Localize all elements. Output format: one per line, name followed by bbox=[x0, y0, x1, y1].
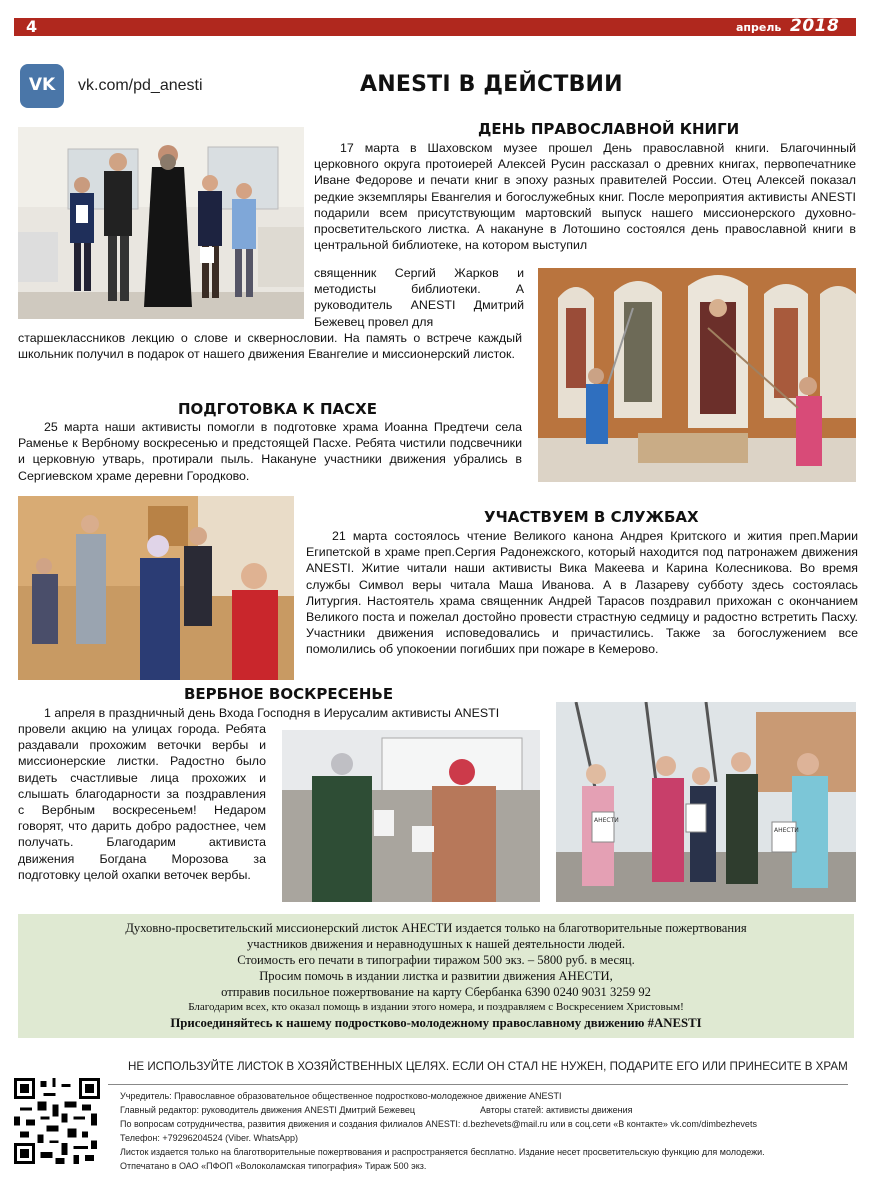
donation-line: Духовно-просветительский миссионерский листок АНЕСТИ издается только на благотворительные пожертвования bbox=[125, 921, 747, 935]
article-paragraph: 17 марта в Шаховском музее прошел День православной книги. Благочинный церковного округа протоиерей Алексей Русин рассказал о древних книгах, первопечатнике Иване Федорове и печати книг в эпоху разных правителей России. Отец Алексей показал редкие экземпляры Евангелия и богослужебных книг. После мероприятия активисты ANESTI подарили всем присутствующим мартовский выпуск нашего миссионерского духовно-просветительского листка. А накануне в Лотошино состоялся день православной книги в центральной библиотеке, на котором выступил bbox=[314, 141, 856, 253]
article-palm-sunday-line1 bbox=[18, 705, 540, 721]
article-paragraph: 1 апреля в праздничный день Входа Господня в Иерусалим активисты ANESTI bbox=[44, 706, 500, 720]
article-book-day-p3 bbox=[18, 330, 522, 362]
article-services bbox=[306, 528, 858, 658]
leaflet-label-2: АНЕСТИ bbox=[774, 827, 799, 834]
article-title-easter-prep: ПОДГОТОВКА К ПАСХЕ bbox=[178, 400, 377, 418]
article-book-day-p1 bbox=[314, 140, 856, 253]
article-book-day-p2 bbox=[314, 265, 524, 330]
issue-month: апрель bbox=[736, 21, 782, 34]
article-paragraph: 21 марта состоялось чтение Великого канона Андрея Критского и жития преп.Марии Египетской в храме преп.Сергия Радонежского, который находится под патронажем движения ANESTI. Житие читали наши активисты Вика Макеева и Карина Колесникова. Во время службы Символ веры читала Маша Иванова. А в Лазареву субботу здесь состоялась Литургия. Настоятель храма священник Андрей Тарасов поздравил прихожан с окончанием Великого поста и пожелал достойно провести страстную седмицу и радостно встретить Пасху. Участники движения исповедовались и причастились. Также за богослужением все помолились об упокоении погибших при пожаре в Кемерово. bbox=[306, 529, 858, 657]
footer-contacts: По вопросам сотрудничества, развития движения и создания филиалов ANESTI: d.bezhevets@mail.ru или в соц.сети «В контакте» vk.com/dimbezhevets bbox=[120, 1119, 757, 1129]
issue-year: 2018 bbox=[790, 16, 840, 36]
article-paragraph: провели акцию на улицах города. Ребята раздавали прохожим веточки вербы и миссионерские листки. Радостно было видеть счастливые лица прохожих и слышать благодарности за поздравления с Вербным воскресеньем! Недаром говорят, что дарить добро радостнее, чем получать. Благодарим активиста движения Богдана Морозова за подготовку целой охапки веточек вербы. bbox=[18, 722, 266, 882]
photo-church-cleaning bbox=[538, 268, 856, 482]
donation-line: Просим помочь в издании листка и развитии движения АНЕСТИ, bbox=[259, 969, 613, 983]
article-paragraph: священник Сергий Жарков и методисты библиотеки. А руководитель ANESTI Дмитрий Бежевец провел для bbox=[314, 266, 524, 329]
footer-divider bbox=[108, 1084, 848, 1085]
donation-line: Благодарим всех, кто оказал помощь в издании этого номера, и поздравляем с Воскресением Христовым! bbox=[188, 1001, 684, 1013]
article-palm-sunday-rest bbox=[18, 721, 266, 883]
page-title: ANESTI В ДЕЙСТВИИ bbox=[360, 72, 623, 97]
vk-logo-icon[interactable] bbox=[20, 64, 64, 108]
leaflet-label-1: АНЕСТИ bbox=[594, 817, 619, 824]
photo-church-service bbox=[18, 496, 294, 680]
photo-street-action bbox=[282, 730, 540, 902]
article-paragraph: старшеклассников лекцию о слове и сквернословии. На память о встрече каждый школьник получил в подарок от нашего движения Евангелие и миссионерский листок. bbox=[18, 331, 522, 362]
donation-box bbox=[18, 914, 854, 1038]
footer-distribution: Листок издается только на благотворительные пожертвования и распространяется бесплатно. Издание несет просветительскую функцию для молодежи. bbox=[120, 1147, 765, 1157]
article-title-book-day: ДЕНЬ ПРАВОСЛАВНОЙ КНИГИ bbox=[478, 120, 740, 138]
donation-call-to-action: Присоединяйтесь к нашему подростково-молодежному православному движению #ANESTI bbox=[170, 1016, 702, 1030]
donation-line: участников движения и неравнодушных к нашей деятельности людей. bbox=[246, 937, 626, 951]
page-number: 4 bbox=[26, 17, 38, 36]
footer-phone: Телефон: +79296204524 (Viber. WhatsApp) bbox=[120, 1133, 299, 1143]
donation-line: Стоимость его печати в типографии тиражом 500 экз. – 5800 руб. в месяц. bbox=[237, 953, 635, 967]
photo-group-palms bbox=[556, 702, 856, 902]
footer-printed: Отпечатано в ОАО «ПФОП «Волоколамская типография» Тираж 500 экз. bbox=[120, 1161, 427, 1171]
donation-card-number: отправив посильное пожертвование на карту Сбербанка 6390 0240 9031 3259 92 bbox=[221, 985, 651, 999]
photo-museum-group bbox=[18, 127, 304, 319]
article-title-palm-sunday: ВЕРБНОЕ ВОСКРЕСЕНЬЕ bbox=[184, 685, 394, 703]
footer-editor: Главный редактор: руководитель движения ANESTI Дмитрий Бежевец bbox=[120, 1105, 416, 1115]
header-bar bbox=[14, 18, 856, 36]
article-paragraph: 25 марта наши активисты помогли в подготовке храма Иоанна Предтечи села Раменье к Вербному воскресенью и предстоящей Пасхе. Ребята чистили подсвечники и церковную утварь, протирали пыль. Накануне участники движения убрались в Сергиевском храме деревни Городково. bbox=[18, 420, 522, 483]
footer-authors: Авторы статей: активисты движения bbox=[480, 1105, 633, 1115]
warning-notice: НЕ ИСПОЛЬЗУЙТЕ ЛИСТОК В ХОЗЯЙСТВЕННЫХ ЦЕЛЯХ. ЕСЛИ ОН СТАЛ НЕ НУЖЕН, ПОДАРИТЕ ЕГО ИЛИ ПРИНЕСИТЕ В ХРАМ bbox=[128, 1060, 848, 1073]
vk-logo-text: VK bbox=[28, 75, 56, 95]
article-easter-prep bbox=[18, 419, 522, 484]
vk-link[interactable]: vk.com/pd_anesti bbox=[78, 77, 203, 94]
footer-founder: Учредитель: Православное образовательное общественное подростково-молодежное движение ANESTI bbox=[120, 1091, 562, 1101]
article-title-services: УЧАСТВУЕМ В СЛУЖБАХ bbox=[484, 508, 699, 526]
qr-code-icon[interactable] bbox=[14, 1078, 100, 1164]
